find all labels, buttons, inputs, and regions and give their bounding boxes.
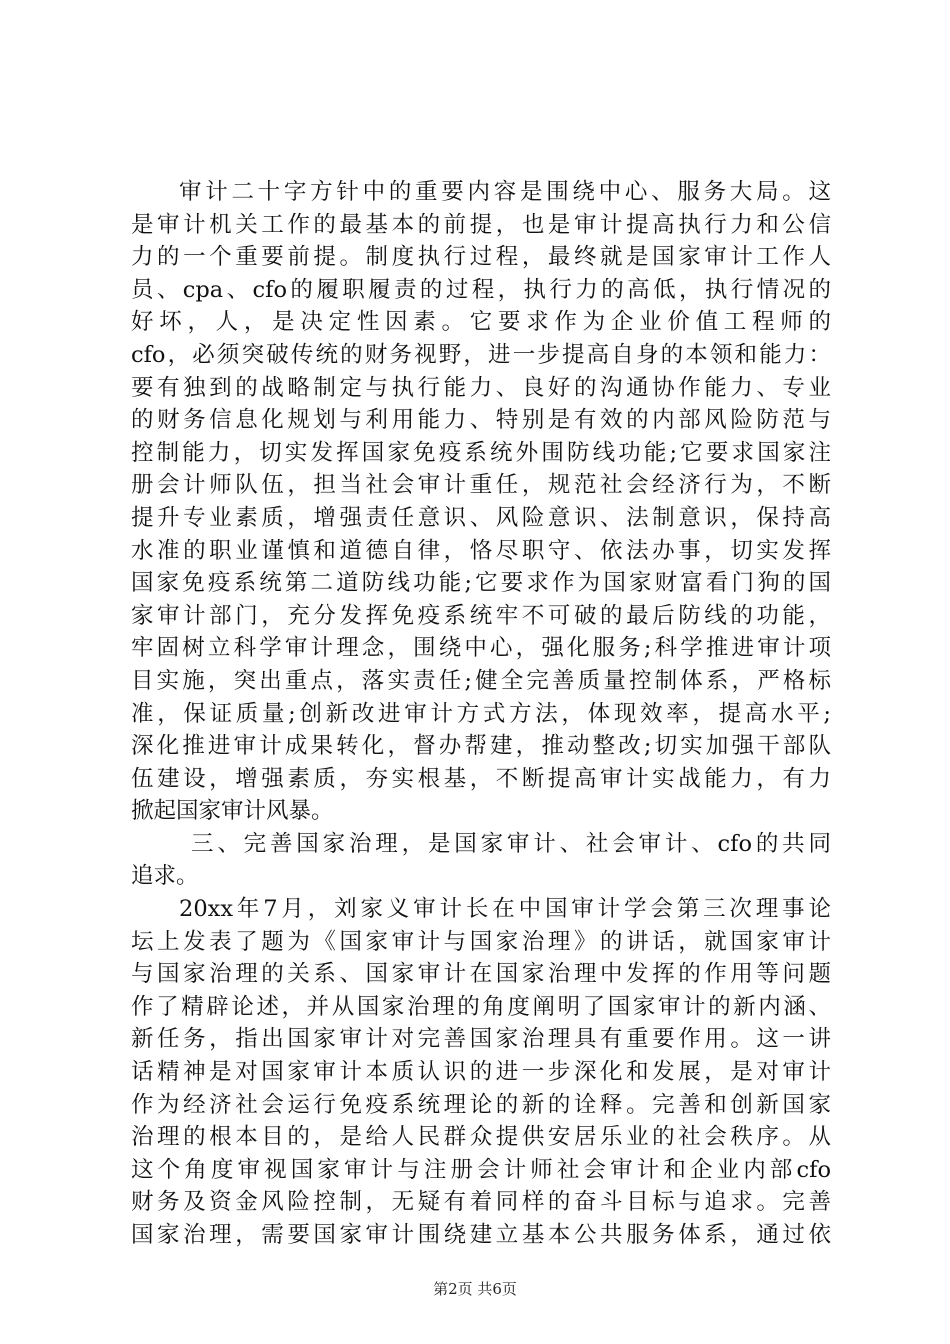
text-line: 伍建设，增强素质，夯实根基，不断提高审计实战能力，有力 xyxy=(131,765,831,792)
text-line: 深化推进审计成果转化，督办帮建，推动整改;切实加强干部队 xyxy=(131,733,831,760)
text-line: 准，保证质量;创新改进审计方式方法，体现效率，提高水平; xyxy=(131,700,831,727)
text-line: cfo，必须突破传统的财务视野，进一步提高自身的本领和能力： xyxy=(131,341,831,368)
text-line: 国家免疫系统第二道防线功能;它要求作为国家财富看门狗的国 xyxy=(131,570,831,597)
text-line: 作为经济社会运行免疫系统理论的新的诠释。完善和创新国家 xyxy=(131,1091,831,1118)
text-line: 坛上发表了题为《国家审计与国家治理》的讲话，就国家审计 xyxy=(131,928,831,955)
text-line: 话精神是对国家审计本质认识的进一步深化和发展，是对审计 xyxy=(131,1059,831,1086)
section-heading-line: 追求。 xyxy=(131,863,199,890)
text-line: 与国家治理的关系、国家审计在国家治理中发挥的作用等问题 xyxy=(131,961,831,988)
text-line: 掀起国家审计风暴。 xyxy=(131,798,334,825)
text-line: 新任务，指出国家审计对完善国家治理具有重要作用。这一讲 xyxy=(131,1026,831,1053)
text-line: 提升专业素质，增强责任意识、风险意识、法制意识，保持高 xyxy=(131,504,831,531)
text-line: 控制能力，切实发挥国家免疫系统外围防线功能;它要求国家注 xyxy=(131,439,831,466)
text-line: 家审计部门，充分发挥免疫系统牢不可破的最后防线的功能， xyxy=(131,602,831,629)
text-line: 的财务信息化规划与利用能力、特别是有效的内部风险防范与 xyxy=(131,407,831,434)
text-line: 力的一个重要前提。制度执行过程，最终就是国家审计工作人 xyxy=(131,244,831,271)
text-line: 册会计师队伍，担当社会审计重任，规范社会经济行为，不断 xyxy=(131,472,831,499)
page-footer xyxy=(0,1278,950,1299)
text-line: 20xx年7月，刘家义审计长在中国审计学会第三次理事论 xyxy=(179,896,831,923)
text-line: 要有独到的战略制定与执行能力、良好的沟通协作能力、专业 xyxy=(131,374,831,401)
text-line: 财务及资金风险控制，无疑有着同样的奋斗目标与追求。完善 xyxy=(131,1189,831,1216)
section-heading-line: 三、完善国家治理，是国家审计、社会审计、cfo的共同 xyxy=(191,830,831,857)
text-line: 好坏，人，是决定性因素。它要求作为企业价值工程师的 xyxy=(131,309,831,336)
text-line: 员、cpa、cfo的履职履责的过程，执行力的高低，执行情况的 xyxy=(131,276,831,303)
text-line: 目实施，突出重点，落实责任;健全完善质量控制体系，严格标 xyxy=(131,667,831,694)
text-line: 是审计机关工作的最基本的前提，也是审计提高执行力和公信 xyxy=(131,211,831,238)
page-number-label: 第2页 共6页 xyxy=(433,1280,517,1298)
text-line: 作了精辟论述，并从国家治理的角度阐明了国家审计的新内涵、 xyxy=(131,993,831,1020)
text-line: 国家治理，需要国家审计围绕建立基本公共服务体系，通过依 xyxy=(131,1222,831,1248)
text-line: 治理的根本目的，是给人民群众提供安居乐业的社会秩序。从 xyxy=(131,1124,831,1151)
text-line: 这个角度审视国家审计与注册会计师社会审计和企业内部cfo xyxy=(131,1156,831,1183)
text-line: 审计二十字方针中的重要内容是围绕中心、服务大局。这 xyxy=(179,179,831,205)
text-line: 水准的职业谨慎和道德自律，恪尽职守、依法办事，切实发挥 xyxy=(131,537,831,564)
document-body xyxy=(131,176,831,1252)
text-line: 牢固树立科学审计理念，围绕中心，强化服务;科学推进审计项 xyxy=(131,635,831,662)
